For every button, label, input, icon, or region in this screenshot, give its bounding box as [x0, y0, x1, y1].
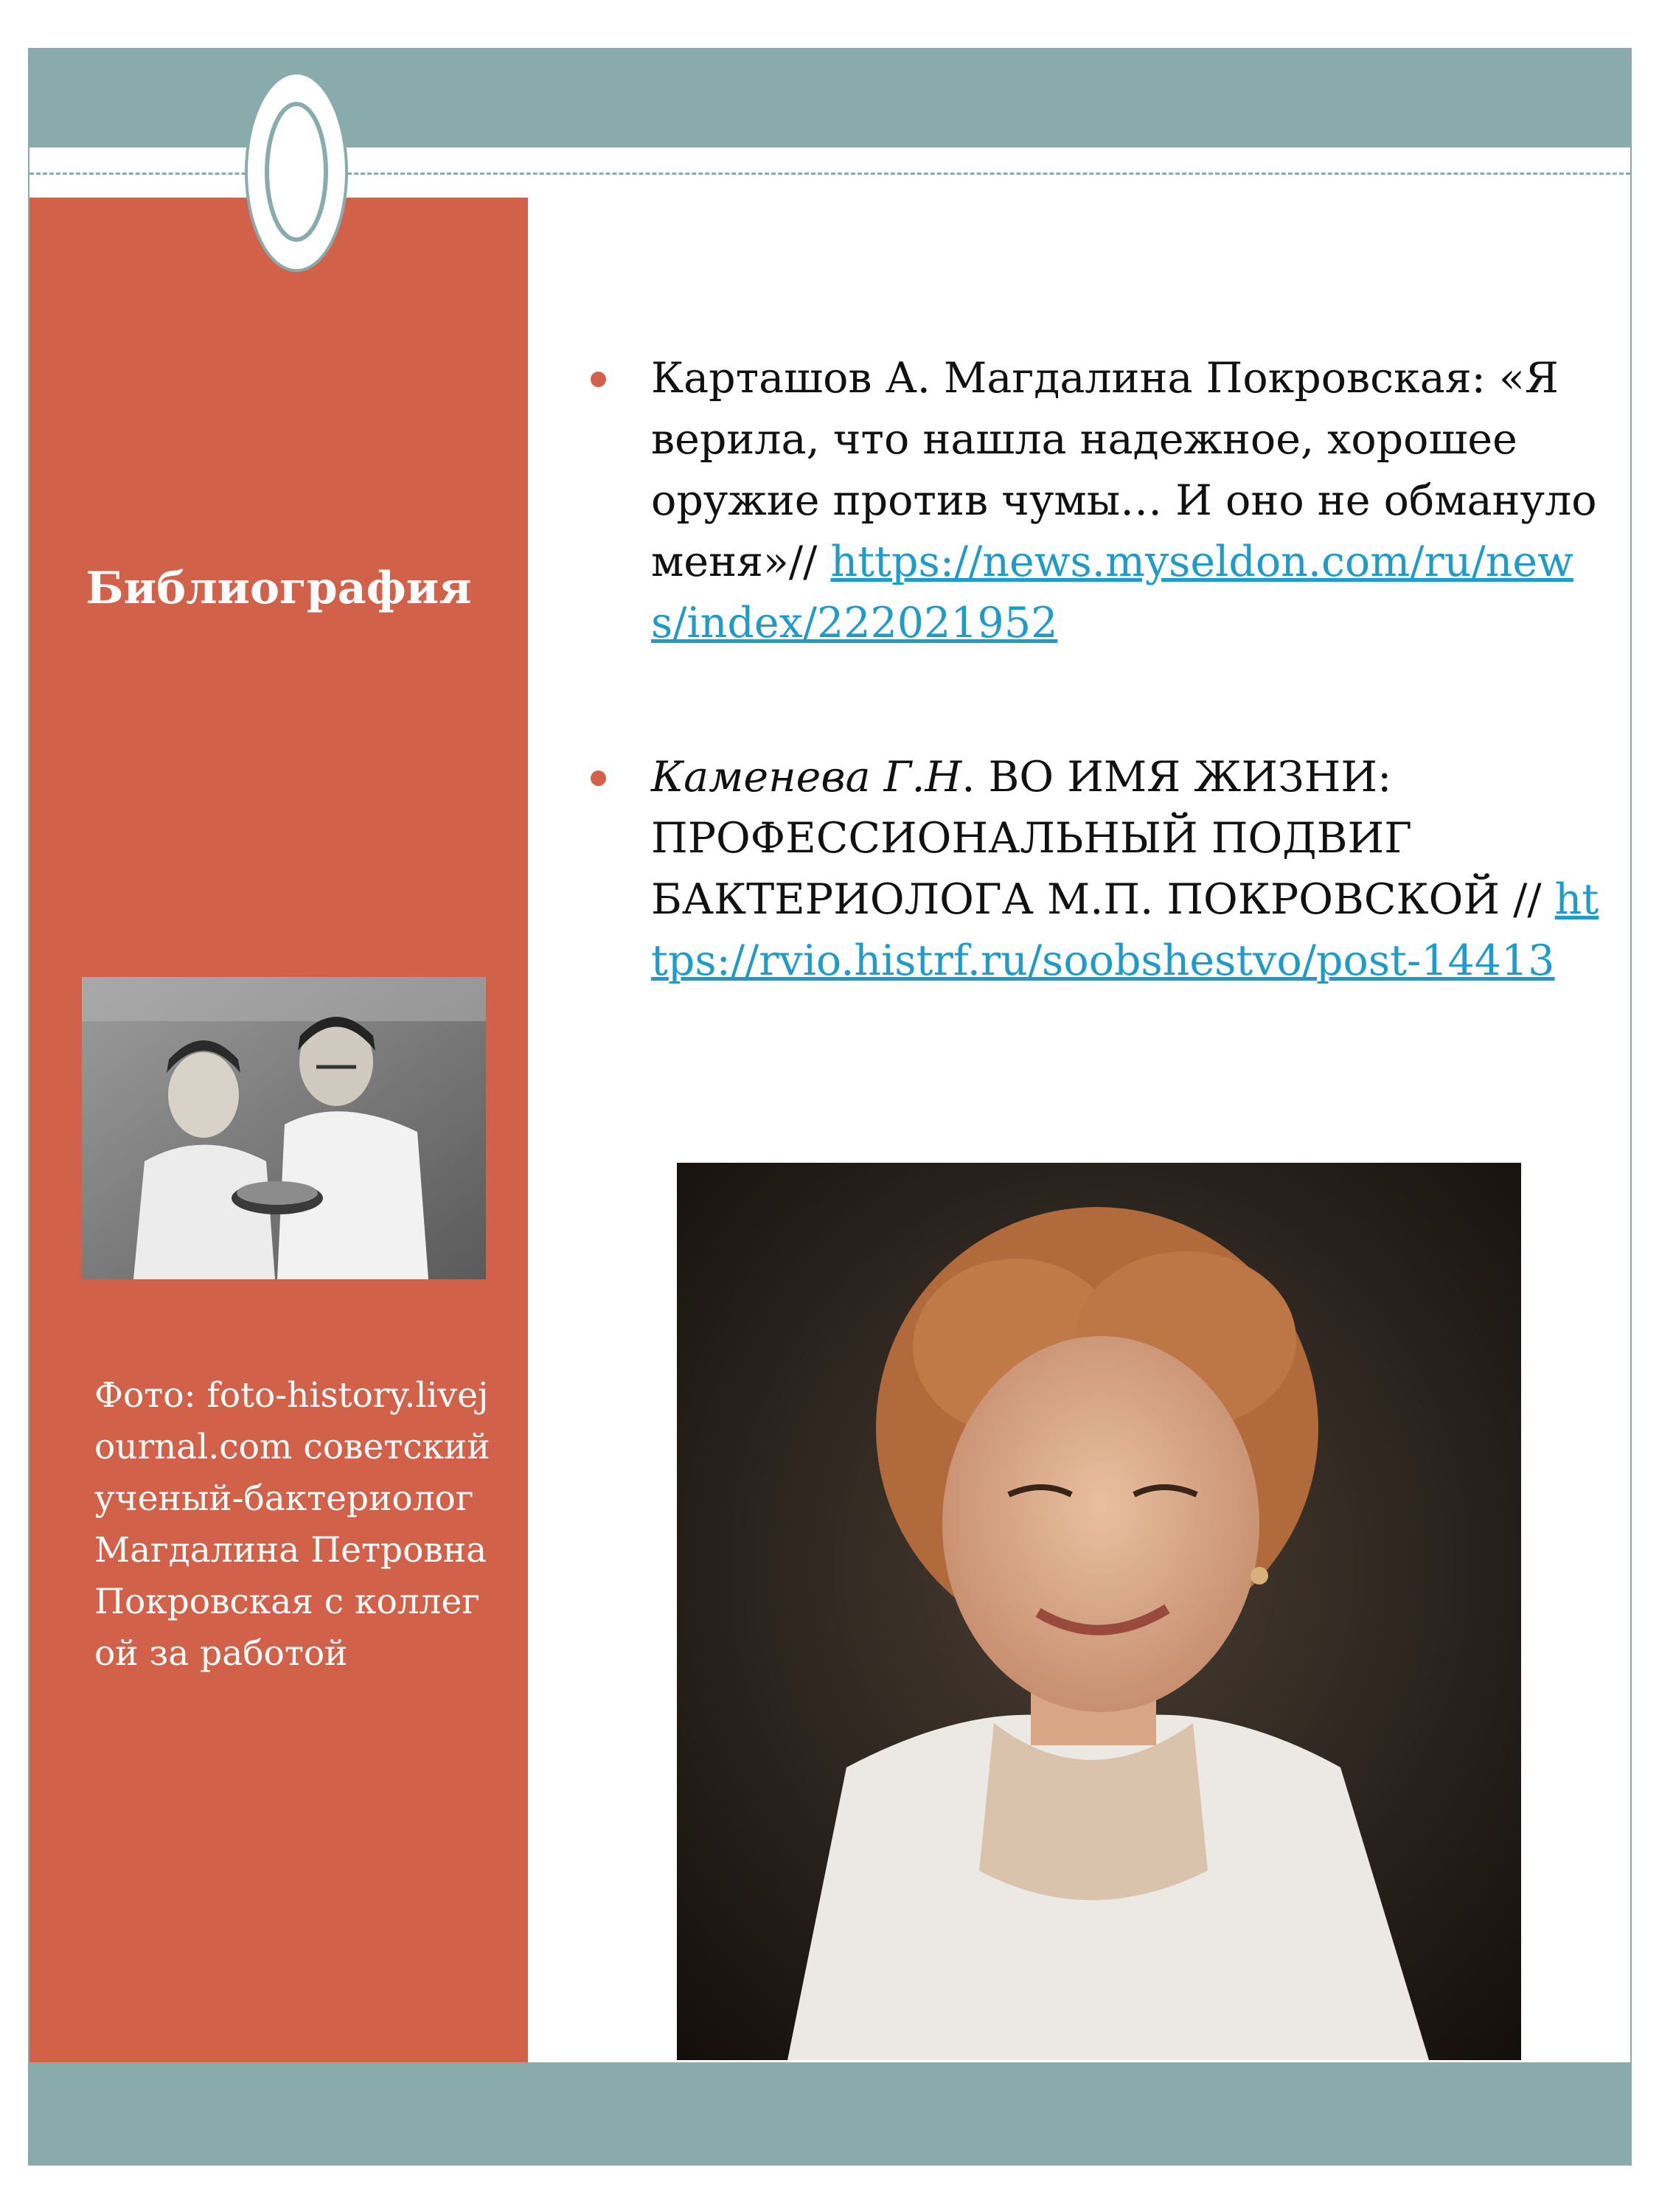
sidebar-panel	[29, 198, 528, 2064]
bottom-band	[29, 2062, 1630, 2164]
photo-caption: Фото: foto-history.livejournal.com советский ученый-бактериолог Магдалина Петровна Покровская с коллегой за работой	[94, 1375, 490, 1674]
reference-author: Каменева Г.Н	[651, 753, 962, 801]
colleagues-lab-photo	[82, 977, 486, 1279]
reference-link[interactable]: https://rvio.histrf.ru/soobshestvo/post-14413	[651, 875, 1599, 985]
oval-emblem	[245, 72, 348, 272]
reference-item	[651, 348, 1602, 654]
reference-item	[651, 747, 1602, 992]
bullet-icon	[591, 372, 606, 387]
reference-link[interactable]: https://news.myseldon.com/ru/news/index/222021952	[651, 538, 1573, 647]
pokrovskaya-portrait	[677, 1163, 1521, 2060]
bibliography-list	[651, 348, 1602, 992]
reference-text: . ВО ИМЯ ЖИЗНИ: ПРОФЕССИОНАЛЬНЫЙ ПОДВИГ БАКТЕРИОЛОГА М.П. ПОКРОВСКОЙ //	[651, 753, 1555, 924]
reference-text: Карташов А. Магдалина Покровская: «Я верила, что нашла надежное, хорошее оружие против чумы… И оно не обмануло меня»//	[651, 354, 1597, 586]
sidebar-heading: Библиография	[86, 563, 472, 614]
slide	[28, 48, 1632, 2166]
bullet-icon	[591, 771, 606, 786]
